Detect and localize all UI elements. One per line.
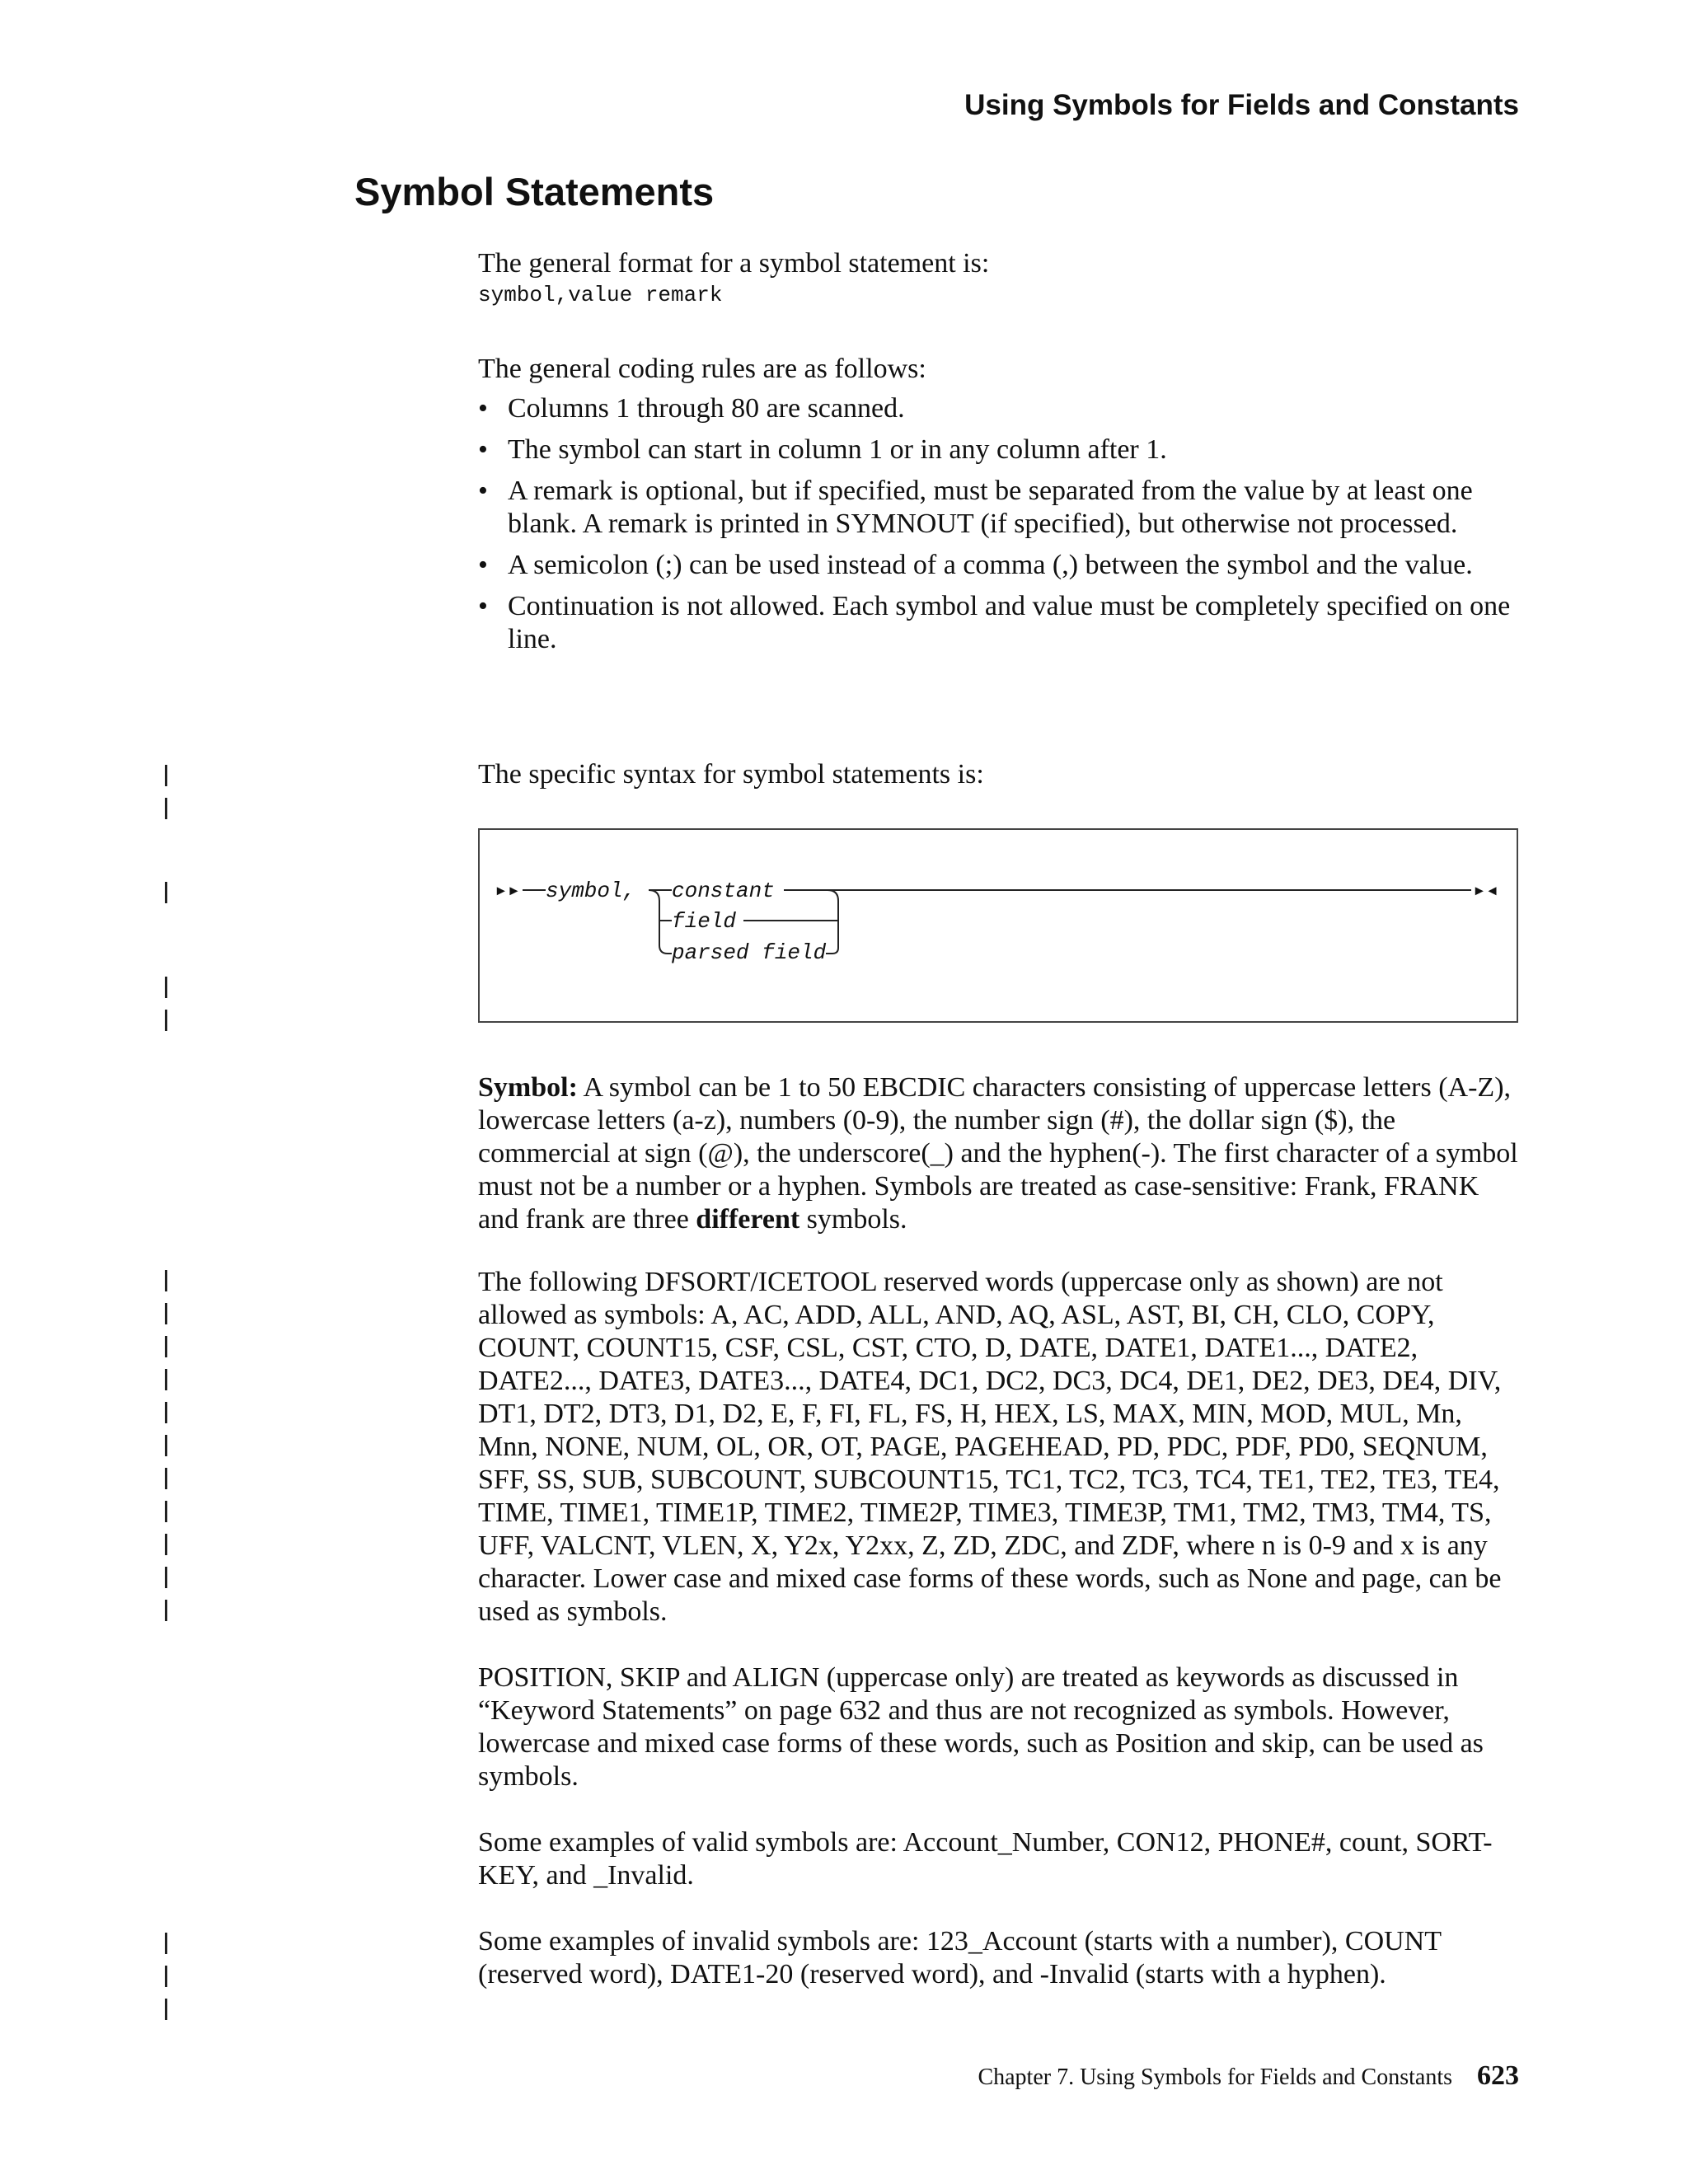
change-bar [165,1270,167,1291]
syntax-sentence: The specific syntax for symbol statements is: [478,759,984,790]
syntax-choice: parsed field [672,940,827,965]
symbol-text: A symbol can be 1 to 50 EBCDIC characters consisting of uppercase letters (A-Z), lowercase letters (a-z), numbers (0-9), the number sign (#), the dollar sign ($), the commercial at sign (@), the underscore(_) and the hyphen(-). The first character of a symbol must not be a number or a hyphen. Symbols are treated as case-sensitive: Frank, FRANK and frank are three [478,1072,1518,1235]
list-item: • A remark is optional, but if specified, must be separated from the value by at least one blank. A remark is printed in SYMNOUT (if specified), but otherwise not processed. [478,475,1521,541]
change-bar [165,1303,167,1324]
change-bar [165,1966,167,1987]
valid-examples-paragraph: Some examples of valid symbols are: Account_Number, CON12, PHONE#, count, SORT-KEY, and _Invalid. [478,1827,1493,1891]
change-bar [165,798,167,819]
page-number: 623 [1477,2060,1519,2091]
syntax-keyword: symbol, [546,879,636,903]
keyword-paragraph: POSITION, SKIP and ALIGN (uppercase only) are treated as keywords as discussed in “Keyword Statements” on page 632 and thus are not recognized as symbols. However, lowercase and mixed case forms of these words, such as Position and skip, can be used as symbols. [478,1662,1484,1792]
list-item: • The symbol can start in column 1 or in any column after 1. [478,434,1521,466]
start-marker-icon: ▸▸ [495,879,521,903]
invalid-examples-paragraph: Some examples of invalid symbols are: 123_Account (starts with a number), COUNT (reserved word), DATE1-20 (reserved word), and -Invalid (starts with a hyphen). [478,1926,1442,1990]
syntax-diagram [478,828,1518,1023]
change-bar [165,1336,167,1357]
change-bar [165,1600,167,1621]
rules-block [478,353,1521,664]
rules-heading: The general coding rules are as follows: [478,354,926,384]
change-bar [165,1534,167,1555]
end-marker-icon: ▸◂ [1473,879,1499,903]
symbol-term: Symbol: [478,1072,578,1103]
change-bar [165,1501,167,1522]
rules-list [478,392,1521,656]
list-item: • Continuation is not allowed. Each symbol and value must be completely specified on one line. [478,590,1521,656]
change-bar [165,1468,167,1489]
reserved-words-paragraph: The following DFSORT/ICETOOL reserved words (uppercase only as shown) are not allowed as symbols: A, AC, ADD, ALL, AND, AQ, ASL, AST, BI, CH, CLO, COPY, COUNT, COUNT15, CSF, CSL, CST, CTO, D, DATE, DATE1, DATE1..., DATE2, DATE2..., DATE3, DATE3..., DATE4, DC1, DC2, DC3, DC4, DE1, DE2, DE3, DE4, DIV, DT1, DT2, DT3, D1, D2, E, F, FI, FL, FS, H, HEX, LS, MAX, MIN, MOD, MUL, Mn, Mnn, NONE, NUM, OL, OR, OT, PAGE, PAGEHEAD, PD, PDC, PDF, PD0, SEQNUM, SFF, SS, SUB, SUBCOUNT, SUBCOUNT15, TC1, TC2, TC3, TC4, TE1, TE2, TE3, TE4, TIME, TIME1, TIME1P, TIME2, TIME2P, TIME3, TIME3P, TM1, TM2, TM3, TM4, TS, UFF, VALCNT, VLEN, X, Y2x, Y2xx, Z, ZD, ZDC, and ZDF, where n is 0-9 and x is any character. Lower case and mixed case forms of these words, such as None and page, can be used as symbols. [478,1267,1502,1627]
running-header: Using Symbols for Fields and Constants [964,89,1519,121]
change-bar [165,1010,167,1031]
symbol-text-end: symbols. [806,1204,907,1235]
syntax-choice: field [672,909,737,934]
change-bar [165,1933,167,1954]
change-bar [165,882,167,903]
format-block [478,247,1521,310]
footer-chapter: Chapter 7. Using Symbols for Fields and Constants [978,2064,1452,2090]
page-footer [978,2060,1519,2092]
symbol-emphasis: different [696,1204,800,1235]
list-item: • A semicolon (;) can be used instead of a comma (,) between the symbol and the value. [478,549,1521,582]
format-sentence: The general format for a symbol statement is: [478,248,990,279]
change-bar [165,1369,167,1390]
format-code: symbol,value remark [478,283,723,307]
change-bar [165,977,167,998]
change-bar [165,1402,167,1423]
syntax-choice: constant [672,879,775,903]
list-item: • Columns 1 through 80 are scanned. [478,392,1521,425]
symbol-paragraph [478,1071,1521,1236]
change-bar [165,1435,167,1456]
change-bar [165,765,167,786]
section-title: Symbol Statements [354,170,715,213]
change-bar [165,1999,167,2020]
change-bar [165,1567,167,1588]
